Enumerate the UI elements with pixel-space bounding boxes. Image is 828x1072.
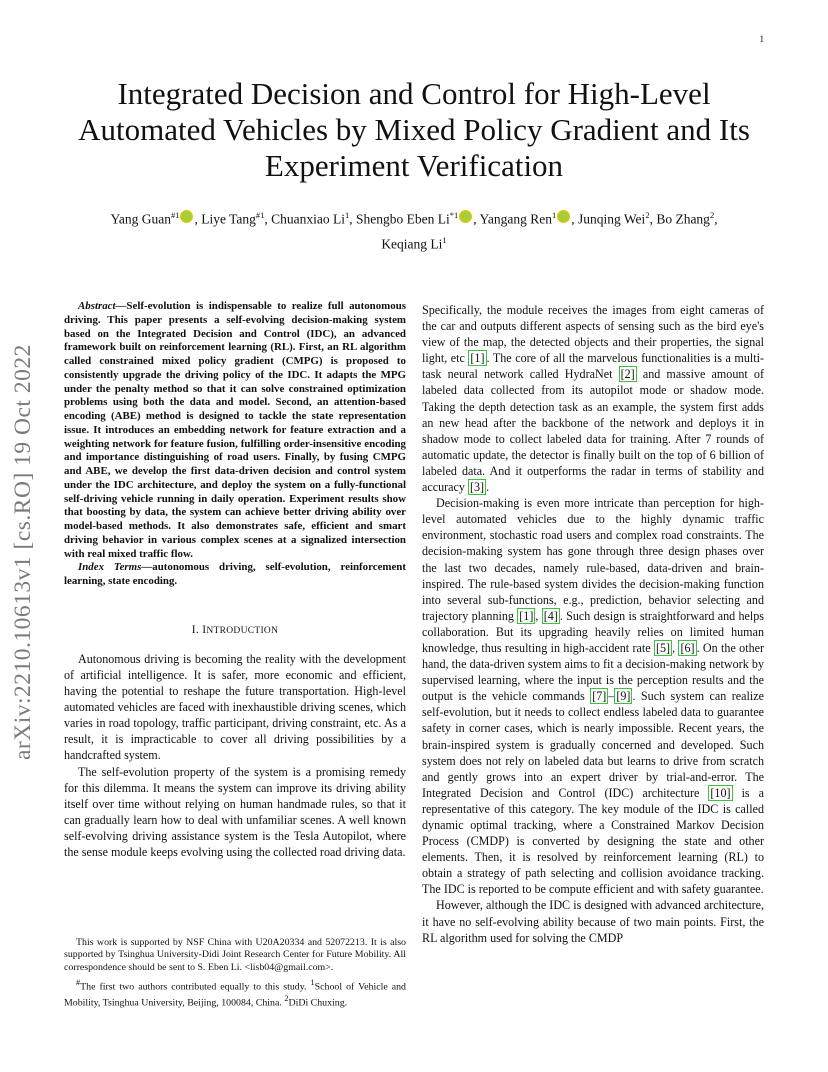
footnote-text: School of Vehicle and Mobility, Tsinghua University, Beijing, 100084, China. xyxy=(64,981,406,1009)
right-column xyxy=(422,302,764,946)
paragraph-text: Decision-making is even more intricate than perception for high-level automated vehicles due to the highly dynamic traffic environment, stochastic road users and complex road constraints. The decision-making system has gone through three design phases over the last two decades, namely rule-based, data-driven and brain-inspired. The rule-based system divides the decision-making function into several sub-functions, e.g., prediction, behavior selecting and trajectory planning xyxy=(422,496,764,623)
author-name: , Liye Tang xyxy=(194,211,256,227)
footnote-affiliations xyxy=(64,977,406,1010)
author-name: , Shengbo Eben Li xyxy=(349,211,450,227)
citation-link[interactable]: [2] xyxy=(620,367,635,382)
author-name: Keqiang Li xyxy=(381,236,443,251)
author-affiliation-mark: #1 xyxy=(255,210,265,220)
author-name: , Bo Zhang xyxy=(649,211,710,227)
abstract-label: Abstract xyxy=(78,300,116,312)
author-separator: , xyxy=(714,211,718,227)
author-affiliation-mark: #1 xyxy=(170,210,180,220)
author-affiliation-mark: 1 xyxy=(552,210,557,220)
author-list xyxy=(60,205,768,254)
paragraph-text: . The core of all the marvelous functionalities is a multi-task neural network called HydraNet xyxy=(422,351,764,382)
author-affiliation-mark: *1 xyxy=(449,210,459,220)
author-name: Yang Guan xyxy=(110,211,171,227)
index-terms-label: Index Terms xyxy=(78,561,142,574)
paragraph-text: . xyxy=(486,480,490,495)
paragraph-text: , xyxy=(535,608,542,623)
footnote-funding: This work is supported by NSF China with U20A20334 and 52072213. It is also supported by Tsinghua University-Didi Joint Research Center for Future Mobility. All correspondence should be sent to S. Eben Li. <lisb04@gmail.com>. xyxy=(64,937,406,973)
citation-link[interactable]: [6] xyxy=(680,640,695,655)
author-affiliation-mark: 1 xyxy=(345,210,350,220)
paragraph: The self-evolution property of the system is a promising remedy for this dilemma. It means the system can improve its driving ability itself over time without relying on human handmade rules, so that it can gradually learn how to deal with unfamiliar scenes. A well known self-evolving driving assistance system is the Tesla Autopilot, where the sense module keeps evolving using the collected road driving data. xyxy=(64,764,406,859)
section-numeral: I. I xyxy=(191,623,207,636)
paragraph: However, although the IDC is designed with advanced architecture, it have no self-evolving ability because of two main points. First, the RL algorithm used for solving the CMDP xyxy=(422,898,764,945)
citation-link[interactable]: [10] xyxy=(710,785,731,800)
footnote-text: DiDi Chuxing. xyxy=(288,997,348,1009)
abstract xyxy=(64,300,406,561)
footnote-mark: # xyxy=(76,977,81,987)
citation-link[interactable]: [4] xyxy=(543,608,558,623)
footnote-text: The first two authors contributed equally to this study. xyxy=(80,981,311,993)
section-title: NTRODUCTION xyxy=(206,625,279,636)
paper-title: Integrated Decision and Control for High-Level Automated Vehicles by Mixed Policy Gradient and Its Experiment Verification xyxy=(78,76,750,183)
footnote-mark: 1 xyxy=(310,977,315,987)
paragraph-text: . Such system can realize self-evolution, but it needs to collect endless labeled data to guarantee safety in corner cases, which is nearly impossible. Recent years, the brain-inspired system is gradually concerned and developed. Such system does not rely on labeled data but learns to drive from scratch and gently grows into an expert driver by trial-and-error. The Integrated Decision and Control (IDC) architecture xyxy=(422,689,764,800)
author-affiliation-mark: 2 xyxy=(709,210,715,220)
paragraph-text: , xyxy=(672,640,679,655)
paragraph: Autonomous driving is becoming the reality with the development of artificial intelligence. It is safer, more economic and efficient, having the potential to reshape the future transportation. High-level automated vehicles are faced with inexhaustible driving scenes, which varies in road topology, traffic participant, driving constraint, etc. As a result, it is impracticable to cover all driving possibilities by a handcrafted system. xyxy=(64,651,406,763)
citation-link[interactable]: [7] xyxy=(592,689,607,704)
orcid-icon[interactable] xyxy=(557,210,570,223)
paragraph-text: and massive amount of labeled data collected from its autopilot mode or shadow mode. Taking the depth detection task as an example, the system first adds an new head after the backbone of the network and deploys it in shadow mode to collect labeled data for training. After 7 rounds of automatic update, the detector is finally built on the top of 6 billion of labeled data. And it outperforms the radar in terms of stability and accuracy xyxy=(422,367,765,495)
orcid-icon[interactable] xyxy=(459,210,472,223)
citation-link[interactable]: [3] xyxy=(469,480,485,495)
paragraph-text: is a representative of this category. The key module of the IDC is called dynamic optimal tracking, where a Constrained Markov Decision Process (CMDP) is converted by designing the state and other elements. Then, it is resolved by reinforcement learning (RL) to obtain a strategy of path selecting and collision avoidance tracking. The IDC is reported to be compute efficient and with safety guarantee. xyxy=(422,785,765,897)
paragraph xyxy=(422,495,764,897)
footnote-mark: 2 xyxy=(284,994,289,1004)
index-terms-text: —autonomous driving, self-evolution, reinforcement learning, state encoding. xyxy=(64,561,406,587)
paragraph-text: . On the other hand, the data-driven system aims to fit a decision-making network by supervised learning, where the input is the perception results and the output is the vehicle commands xyxy=(422,640,765,704)
paragraph xyxy=(422,302,764,495)
citation-link[interactable]: [1] xyxy=(470,351,485,366)
author-affiliation-mark: 2 xyxy=(645,210,650,220)
footnotes xyxy=(64,937,406,1013)
author-affiliation-mark: 1 xyxy=(442,234,447,245)
citation-link[interactable]: [5] xyxy=(655,640,671,655)
citation-link[interactable]: [1] xyxy=(519,608,534,623)
arxiv-identifier: arXiv:2210.10613v1 [cs.RO] 19 Oct 2022 xyxy=(10,344,36,760)
author-name: , Chuanxiao Li xyxy=(264,211,345,227)
page-number: 1 xyxy=(759,34,764,44)
author-name: , Junqing Wei xyxy=(571,211,646,227)
abstract-text: —Self-evolution is indispensable to realize full autonomous driving. This paper presents a self-evolving decision-making system based on the Integrated Decision and Control (IDC), an advanced framework built on reinforcement learning (RL). First, an RL algorithm called constrained mixed policy gradient (CMPG) is proposed to consistently upgrade the driving policy of the IDC. It adapts the MPG under the penalty method so that it can solve constrained optimization problems using both the data and model. Second, an attention-based encoding (ABE) method is designed to tackle the state representation issue. It introduces an embedding network for feature extraction and a weighting network for feature fusion, fulfilling order-insensitive encoding and importance distinguishing of road users. Finally, by fusing CMPG and ABE, we develop the first data-driven decision and control system under the IDC architecture, and deploy the system on a fully-functional self-driving vehicle running in daily operation. Experiment results show that boosting by data, the system can achieve better driving ability over model-based methods. It also demonstrates safe, efficient and smart driving behavior in various complex scenes at a signalized intersection with real mixed traffic flow. xyxy=(64,300,406,560)
orcid-icon[interactable] xyxy=(180,210,193,223)
paragraph-text: Specifically, the module receives the images from eight cameras of the car and outputs different aspects of sensing such as the bird eye's view of the map, the detected objects and their properties, the signal light, etc xyxy=(422,303,764,366)
paragraph-text: – xyxy=(608,689,615,704)
index-terms xyxy=(64,561,406,589)
left-column xyxy=(64,300,406,860)
author-name: , Yangang Ren xyxy=(473,211,553,227)
section-heading-introduction xyxy=(64,622,406,639)
citation-link[interactable]: [9] xyxy=(616,689,631,704)
paragraph-text: . Such design is straightforward and helps collaboration. But its upgrading heavily relies on limited human knowledge, thus resulting in high-accident rate xyxy=(422,608,765,655)
